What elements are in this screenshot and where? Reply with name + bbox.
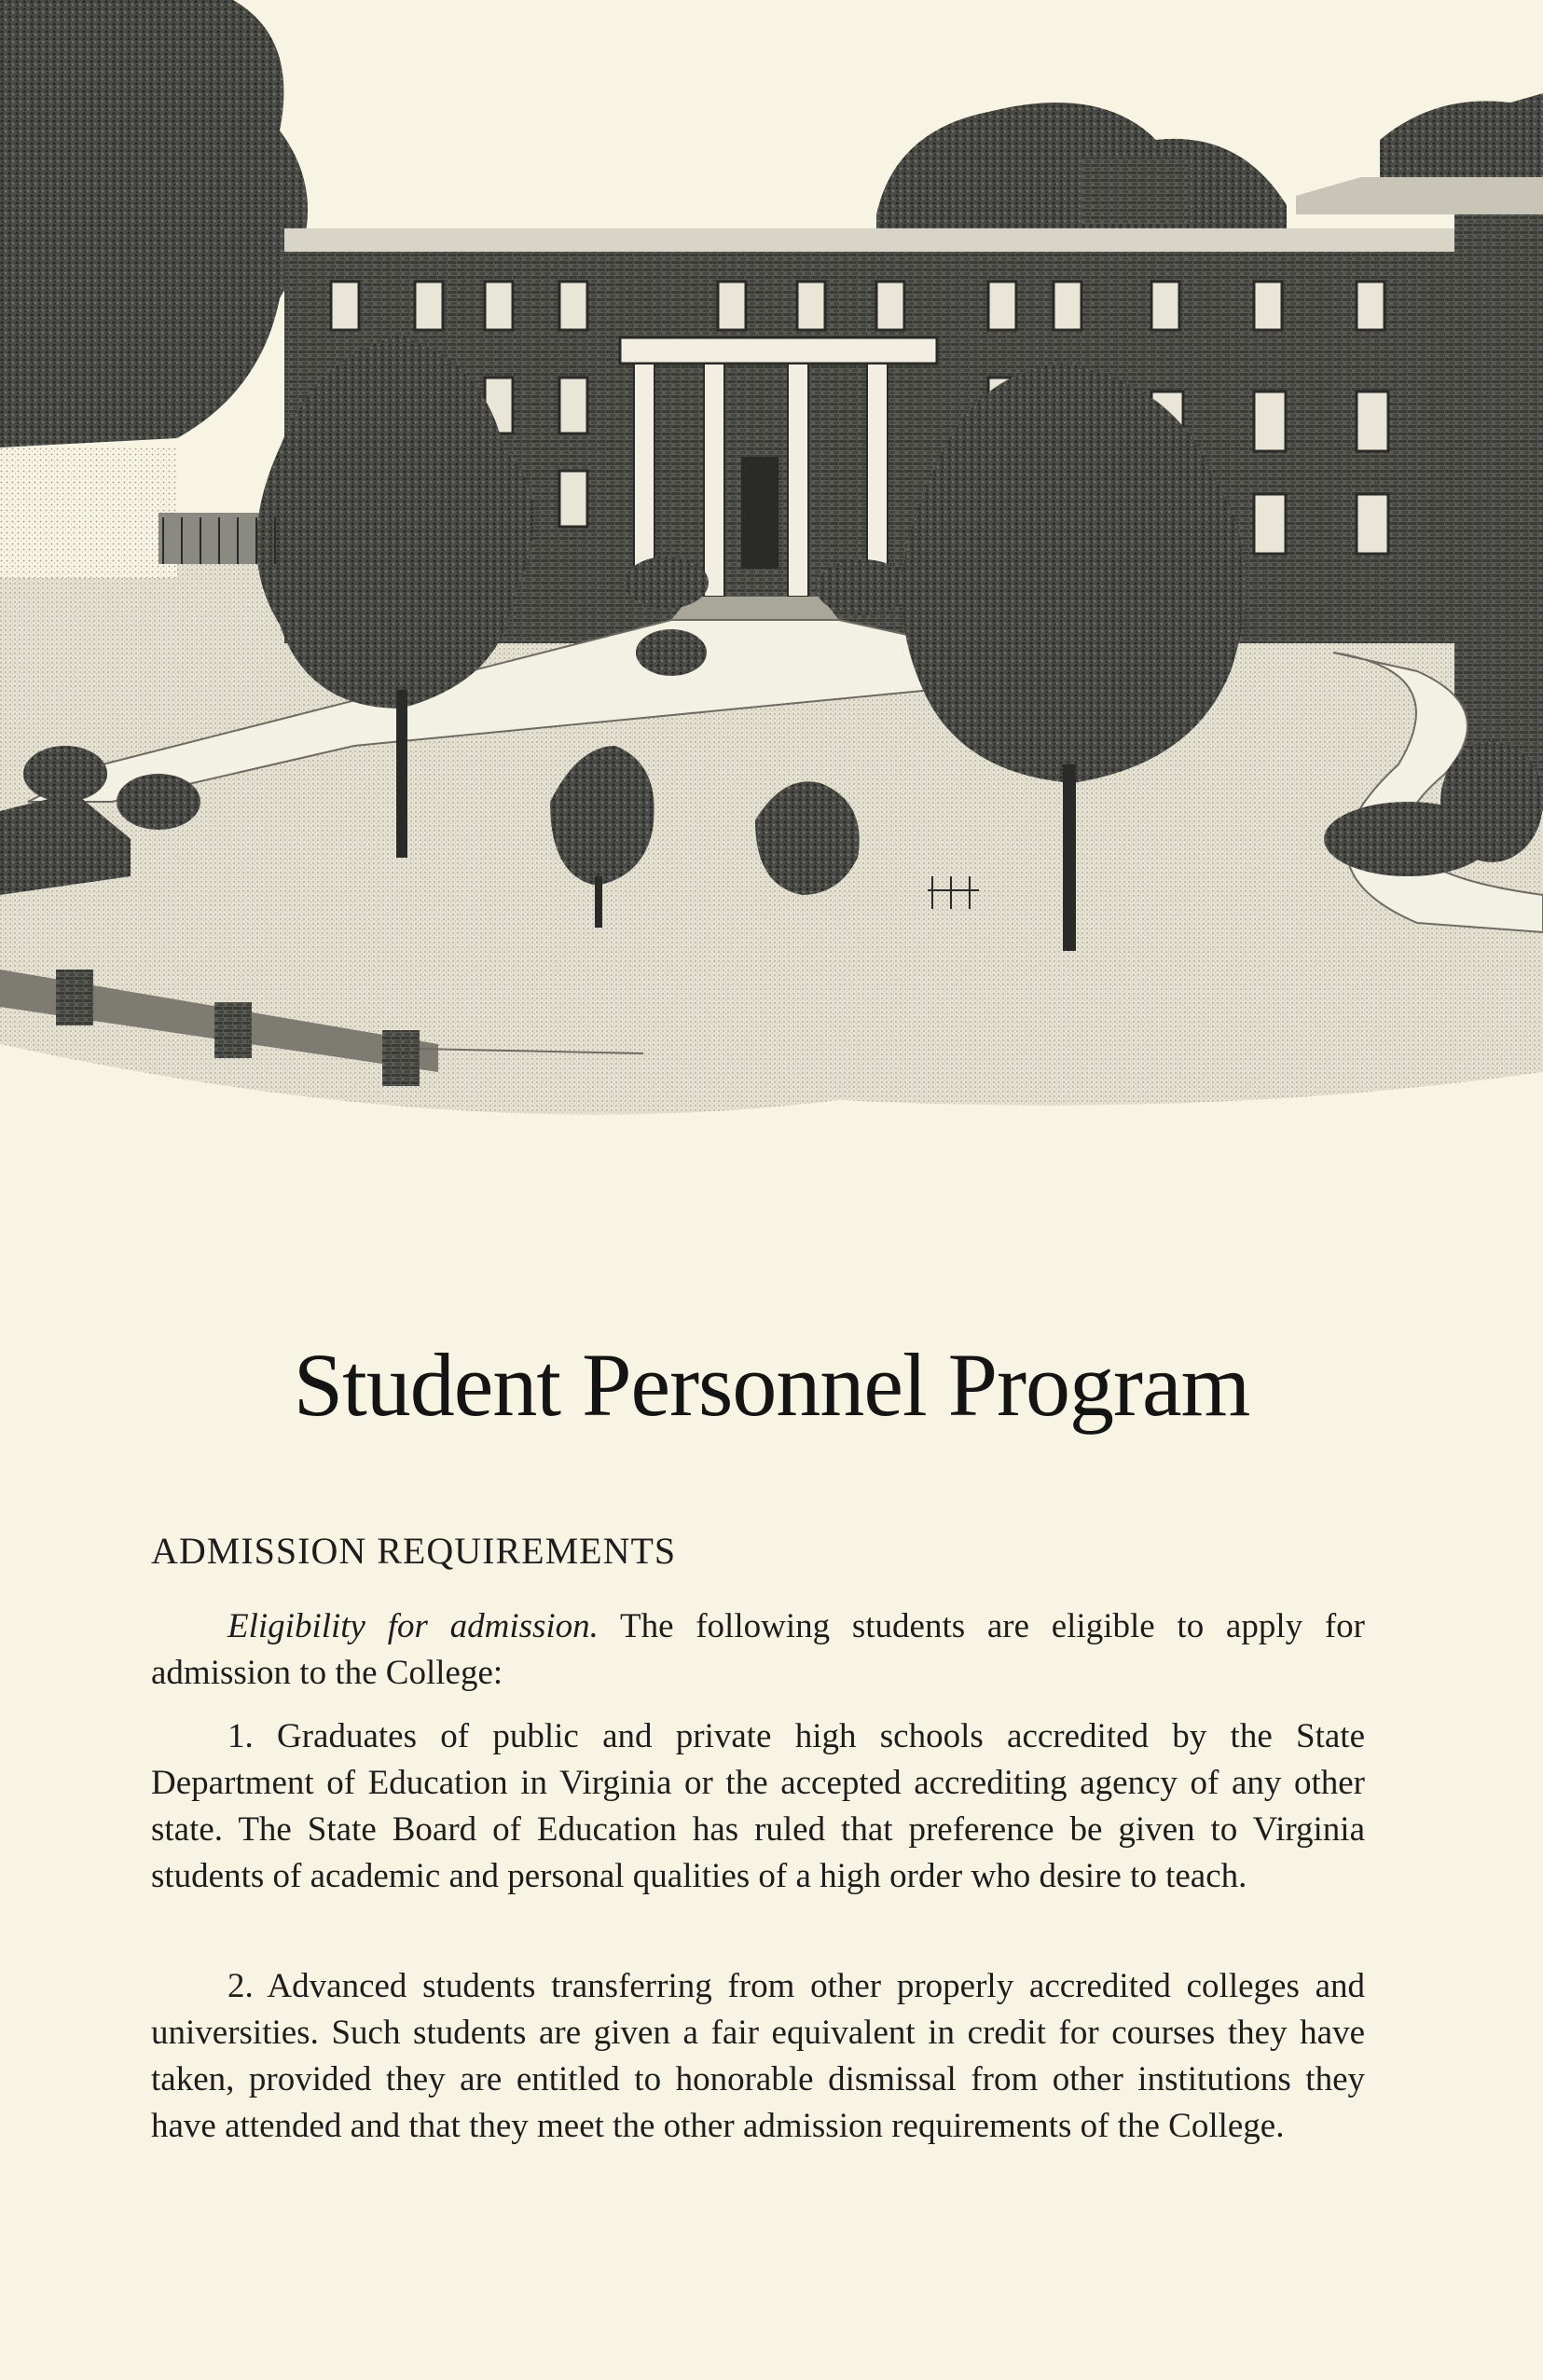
eligibility-text: The following students are eligible to apply for admission to the College:	[151, 1607, 1365, 1692]
requirement-number: 1.	[227, 1717, 254, 1755]
requirement-item	[151, 1713, 1365, 1900]
section-heading: ADMISSION REQUIREMENTS	[151, 1530, 677, 1572]
eligibility-paragraph	[151, 1603, 1365, 1697]
requirement-item	[151, 1963, 1365, 2150]
requirement-text: Advanced students transferring from other properly accredited colleges and universities. Such students are given a fair equivalent in credit for courses they have taken, provided they are entitled to honorable dismissal from other institutions they have attended and that they meet the other admission requirements of the College.	[151, 1967, 1365, 2145]
requirement-number: 2.	[227, 1967, 254, 2005]
requirement-text: Graduates of public and private high schools accredited by the State Department of Education in Virginia or the accepted accrediting agency of any other state. The State Board of Education has ruled that preference be given to Virginia students of academic and personal qualities of a high order who desire to teach.	[151, 1717, 1365, 1895]
page-title: Student Personnel Program	[293, 1335, 1250, 1435]
eligibility-lead-in: Eligibility for admission.	[227, 1607, 599, 1645]
building-illustration	[0, 0, 1543, 1147]
